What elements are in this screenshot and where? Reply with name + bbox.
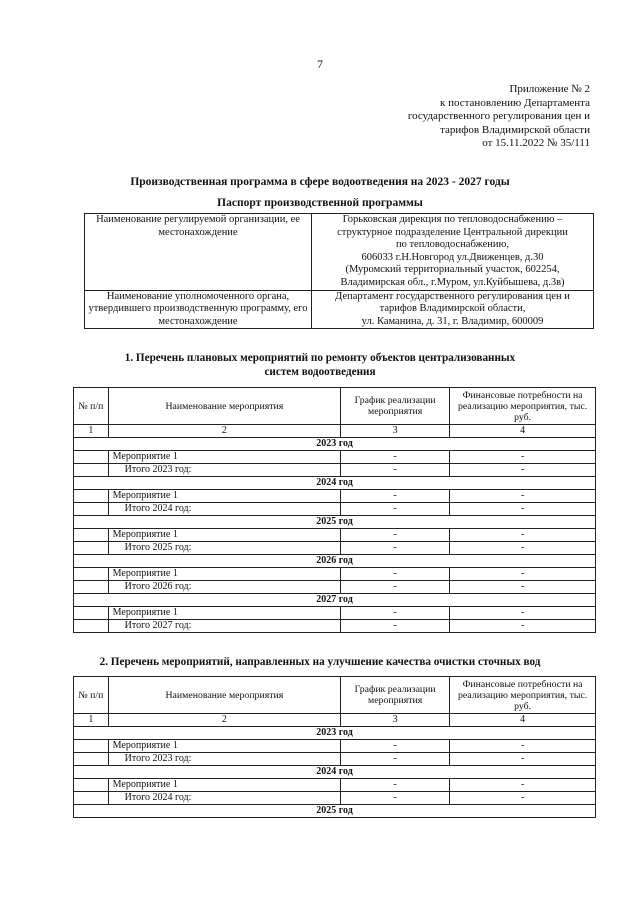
- item-name: Мероприятие 1: [108, 451, 340, 464]
- section2-table: [73, 676, 596, 818]
- section1-title-line: систем водоотведения: [264, 365, 376, 378]
- cell-value: -: [341, 779, 450, 792]
- cell-value: -: [341, 568, 450, 581]
- header-finance: Финансовые потребности на реализацию мероприятия, тыс. руб.: [450, 677, 596, 714]
- item-name: Мероприятие 1: [108, 779, 340, 792]
- section1-table: [73, 387, 596, 633]
- col-number: 3: [341, 425, 450, 438]
- cell-value: -: [450, 740, 596, 753]
- section1-year-block: [74, 438, 596, 633]
- year-row: 2026 год: [74, 555, 596, 568]
- cell-value: -: [450, 503, 596, 516]
- header-name: Наименование мероприятия: [108, 388, 340, 425]
- col-number: 2: [108, 425, 340, 438]
- value-line: тарифов Владимирской области,: [379, 303, 526, 315]
- header-schedule: График реализации мероприятия: [341, 388, 450, 425]
- header-num: № п/п: [74, 388, 109, 425]
- cell-value: -: [341, 542, 450, 555]
- cell-value: -: [341, 792, 450, 805]
- header-schedule: График реализации мероприятия: [341, 677, 450, 714]
- cell-value: -: [341, 490, 450, 503]
- header-finance: Финансовые потребности на реализацию мероприятия, тыс. руб.: [450, 388, 596, 425]
- header-name: Наименование мероприятия: [108, 677, 340, 714]
- cell-value: -: [341, 464, 450, 477]
- section1-title: [60, 352, 580, 379]
- cell-value: -: [341, 620, 450, 633]
- appendix-block: [380, 83, 590, 151]
- cell-value: -: [341, 740, 450, 753]
- year-row: 2024 год: [74, 766, 596, 779]
- value-line: ул. Каманина, д. 31, г. Владимир, 600009: [361, 315, 544, 327]
- col-number: 1: [74, 425, 109, 438]
- col-number: 3: [341, 714, 450, 727]
- cell-value: -: [450, 464, 596, 477]
- passport-row1-label: Наименование регулируемой организации, ее местонахождение: [85, 214, 312, 291]
- item-name: Мероприятие 1: [108, 568, 340, 581]
- appendix-line: тарифов Владимирской области: [440, 123, 590, 136]
- cell-value: -: [450, 568, 596, 581]
- col-number: 2: [108, 714, 340, 727]
- value-line: Горьковская дирекция по тепловодоснабжению –: [342, 214, 563, 225]
- value-line: Департамент государственного регулирования цен и: [335, 290, 570, 302]
- cell-value: -: [450, 542, 596, 555]
- page-number: 7: [317, 57, 323, 71]
- total-row: Итого 2023 год:: [108, 464, 340, 477]
- header-num: № п/п: [74, 677, 109, 714]
- item-name: Мероприятие 1: [108, 490, 340, 503]
- cell-value: -: [341, 581, 450, 594]
- year-row: 2025 год: [74, 516, 596, 529]
- cell-value: -: [450, 451, 596, 464]
- cell-value: -: [450, 779, 596, 792]
- cell-value: -: [341, 451, 450, 464]
- item-name: Мероприятие 1: [108, 607, 340, 620]
- cell-value: -: [450, 620, 596, 633]
- value-line: (Муромский территориальный участок, 602254,: [345, 264, 560, 276]
- total-row: Итого 2024 год:: [108, 792, 340, 805]
- passport-row2-label: Наименование уполномоченного органа, утвердившего производственную программу, его местонахождение: [85, 290, 312, 329]
- item-name: Мероприятие 1: [108, 529, 340, 542]
- section2-title: 2. Перечень мероприятий, направленных на улучшение качества очистки сточных вод: [99, 656, 541, 668]
- year-row: 2027 год: [74, 594, 596, 607]
- value-line: Владимирская обл., г.Муром, ул.Куйбышева, д.3в): [340, 276, 565, 288]
- appendix-line: к постановлению Департамента: [439, 96, 590, 109]
- total-row: Итого 2027 год:: [108, 620, 340, 633]
- cell-value: -: [341, 607, 450, 620]
- total-row: Итого 2024 год:: [108, 503, 340, 516]
- cell-value: -: [341, 529, 450, 542]
- value-line: по тепловодоснабжению,: [395, 239, 510, 251]
- year-row: 2025 год: [74, 805, 596, 818]
- col-number: 4: [450, 425, 596, 438]
- total-row: Итого 2025 год:: [108, 542, 340, 555]
- value-line: 606033 г.Н.Новгород ул.Движенцев, д.30: [361, 251, 544, 263]
- value-line: структурное подразделение Центральной дирекции: [337, 226, 568, 238]
- cell-value: -: [450, 490, 596, 503]
- passport-table: [84, 213, 594, 329]
- item-name: Мероприятие 1: [108, 740, 340, 753]
- year-row: 2023 год: [74, 727, 596, 740]
- cell-value: -: [341, 503, 450, 516]
- year-row: 2024 год: [74, 477, 596, 490]
- col-number: 1: [74, 714, 109, 727]
- appendix-line: Приложение № 2: [509, 83, 590, 95]
- cell-value: -: [450, 529, 596, 542]
- cell-value: -: [450, 607, 596, 620]
- year-row: 2023 год: [74, 438, 596, 451]
- passport-row2-value: [312, 290, 594, 329]
- cell-value: -: [450, 792, 596, 805]
- cell-value: -: [341, 753, 450, 766]
- appendix-line: государственного регулирования цен и: [407, 110, 590, 122]
- cell-value: -: [450, 581, 596, 594]
- section1-title-line: 1. Перечень плановых мероприятий по ремонту объектов централизованных: [124, 352, 516, 364]
- document-title: Производственная программа в сфере водоотведения на 2023 - 2027 годы: [130, 176, 510, 188]
- col-number: 4: [450, 714, 596, 727]
- total-row: Итого 2026 год:: [108, 581, 340, 594]
- cell-value: -: [450, 753, 596, 766]
- appendix-line: от 15.11.2022 № 35/111: [482, 137, 590, 149]
- passport-title: Паспорт производственной программы: [217, 197, 423, 209]
- passport-row1-value: [312, 214, 594, 291]
- total-row: Итого 2023 год:: [108, 753, 340, 766]
